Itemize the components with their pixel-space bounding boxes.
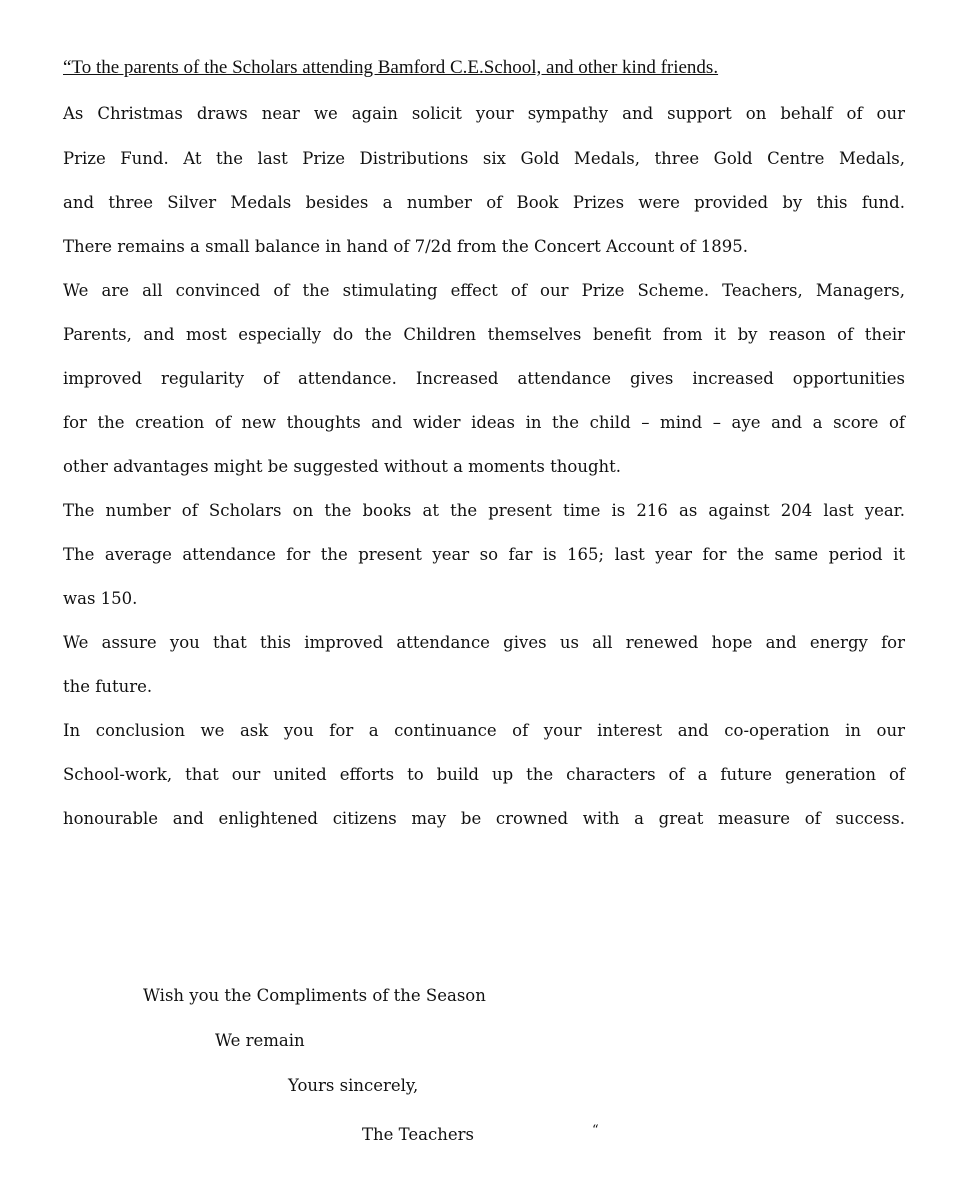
body-line: As Christmas draws near we again solicit your sympathy and support on behalf of our: [63, 104, 905, 123]
body-line: other advantages might be suggested without a moments thought.: [63, 457, 622, 476]
body-line: Prize Fund. At the last Prize Distributions six Gold Medals, three Gold Centre Medals,: [63, 149, 905, 168]
end-quote: “: [592, 1123, 599, 1138]
body-line: We are all convinced of the stimulating effect of our Prize Scheme. Teachers, Managers,: [63, 281, 905, 300]
body-line: School-work, that our united efforts to build up the characters of a future generation of: [63, 765, 905, 784]
closing-sincerely: Yours sincerely,: [288, 1076, 419, 1095]
body-line: honourable and enlightened citizens may be crowned with a great measure of success.: [63, 809, 905, 828]
body-line: Parents, and most especially do the Children themselves benefit from it by reason of their: [63, 325, 905, 344]
body-line: The average attendance for the present year so far is 165; last year for the same period it: [63, 545, 905, 564]
body-line: was 150.: [63, 589, 138, 608]
body-line: There remains a small balance in hand of 7/2d from the Concert Account of 1895.: [63, 237, 748, 256]
body-line: In conclusion we ask you for a continuance of your interest and co-operation in our: [63, 721, 905, 740]
body-line: The number of Scholars on the books at the present time is 216 as against 204 last year.: [63, 501, 905, 520]
body-line: and three Silver Medals besides a number of Book Prizes were provided by this fund.: [63, 193, 905, 212]
body-line: improved regularity of attendance. Increased attendance gives increased opportunities: [63, 369, 905, 388]
closing-remain: We remain: [215, 1031, 305, 1050]
body-line: for the creation of new thoughts and wider ideas in the child – mind – aye and a score of: [63, 413, 905, 432]
body-line: We assure you that this improved attendance gives us all renewed hope and energy for: [63, 633, 905, 652]
body-line: the future.: [63, 677, 153, 696]
signature: The Teachers: [362, 1125, 474, 1144]
salutation: “To the parents of the Scholars attending Bamford C.E.School, and other kind friends.: [63, 57, 719, 78]
closing-compliments: Wish you the Compliments of the Season: [143, 986, 486, 1005]
